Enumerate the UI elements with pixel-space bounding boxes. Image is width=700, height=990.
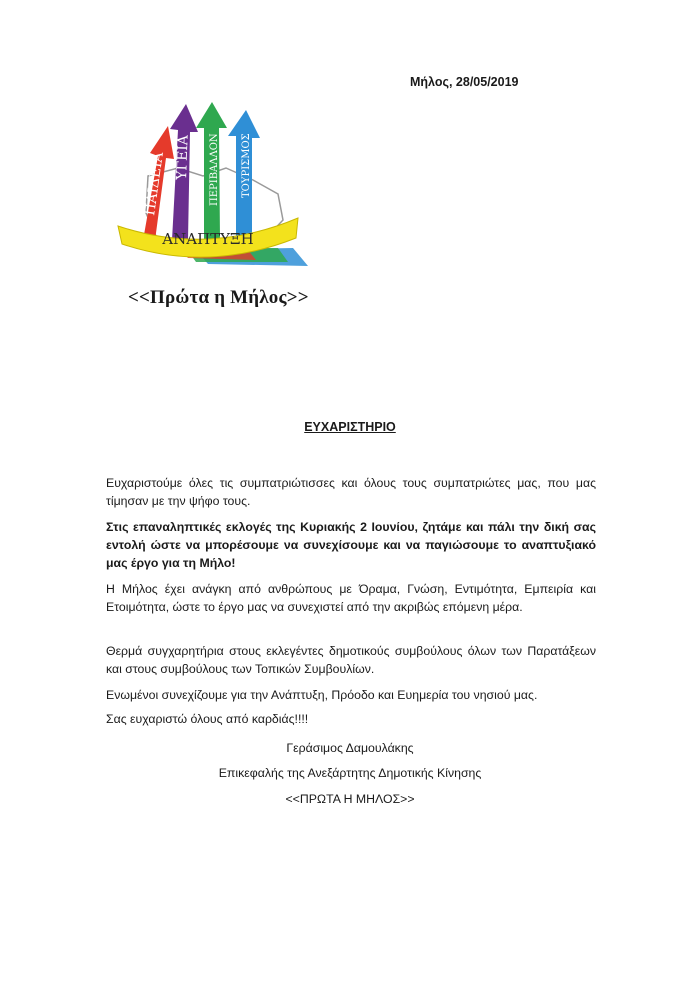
paragraph-congrats: Θερμά συγχαρητήρια στους εκλεγέντες δημοτικούς συμβούλους όλων των Παρατάξεων και στους συμβούλους των Τοπικών Συμβουλίων. xyxy=(106,644,596,676)
paragraph-thanks: Ευχαριστούμε όλες τις συμπατριώτισσες και όλους τους συμπατριώτες μας, που μας τίμησαν με την ψήφο τους. xyxy=(106,476,596,508)
signature-name: Γεράσιμος Δαμουλάκης xyxy=(286,741,414,755)
date-line: Μήλος, 28/05/2019 xyxy=(410,75,519,89)
signature-movement: <<ΠΡΩΤΑ Η ΜΗΛΟΣ>> xyxy=(285,792,415,806)
arrow-label-1: ΠΑΙΔΕΙΑ xyxy=(142,151,167,217)
paragraph-runoff: Στις επαναληπτικές εκλογές της Κυριακής 2 Ιουνίου, ζητάμε και πάλι την δική σας εντολή ώστε να μπορέσουμε να συνεχίσουμε και να παγιώσουμε το αναπτυξιακό μας έργο για τη Μήλο! xyxy=(106,520,596,570)
party-logo xyxy=(108,98,313,273)
paragraph-closing: Σας ευχαριστώ όλους από καρδιάς!!!! xyxy=(106,712,309,726)
arrow-label-3: ΠΕΡΙΒΑΛΛΟΝ xyxy=(209,133,220,206)
letter-title: ΕΥΧΑΡΙΣΤΗΡΙΟ xyxy=(304,420,396,434)
arrow-label-2: ΥΓΕΙΑ xyxy=(174,134,192,181)
paragraph-united: Ενωμένοι συνεχίζουμε για την Ανάπτυξη, Πρόοδο και Ευημερία του νησιού μας. xyxy=(106,688,538,702)
slogan: <<Πρώτα η Μήλος>> xyxy=(128,287,309,308)
banner-text: ΑΝΑΠΤΥΞΗ xyxy=(162,230,254,248)
arrow-label-4: ΤΟΥΡΙΣΜΟΣ xyxy=(241,133,252,198)
signature-role: Επικεφαλής της Ανεξάρτητης Δημοτικής Κίνησης xyxy=(218,766,482,780)
letter-body xyxy=(106,474,596,728)
paragraph-vision: Η Μήλος έχει ανάγκη από ανθρώπους με Όραμα, Γνώση, Εντιμότητα, Εμπειρία και Ετοιμότητα, ώστε το έργο μας να συνεχιστεί από την ακριβώς επόμενη μέρα. xyxy=(106,582,596,614)
